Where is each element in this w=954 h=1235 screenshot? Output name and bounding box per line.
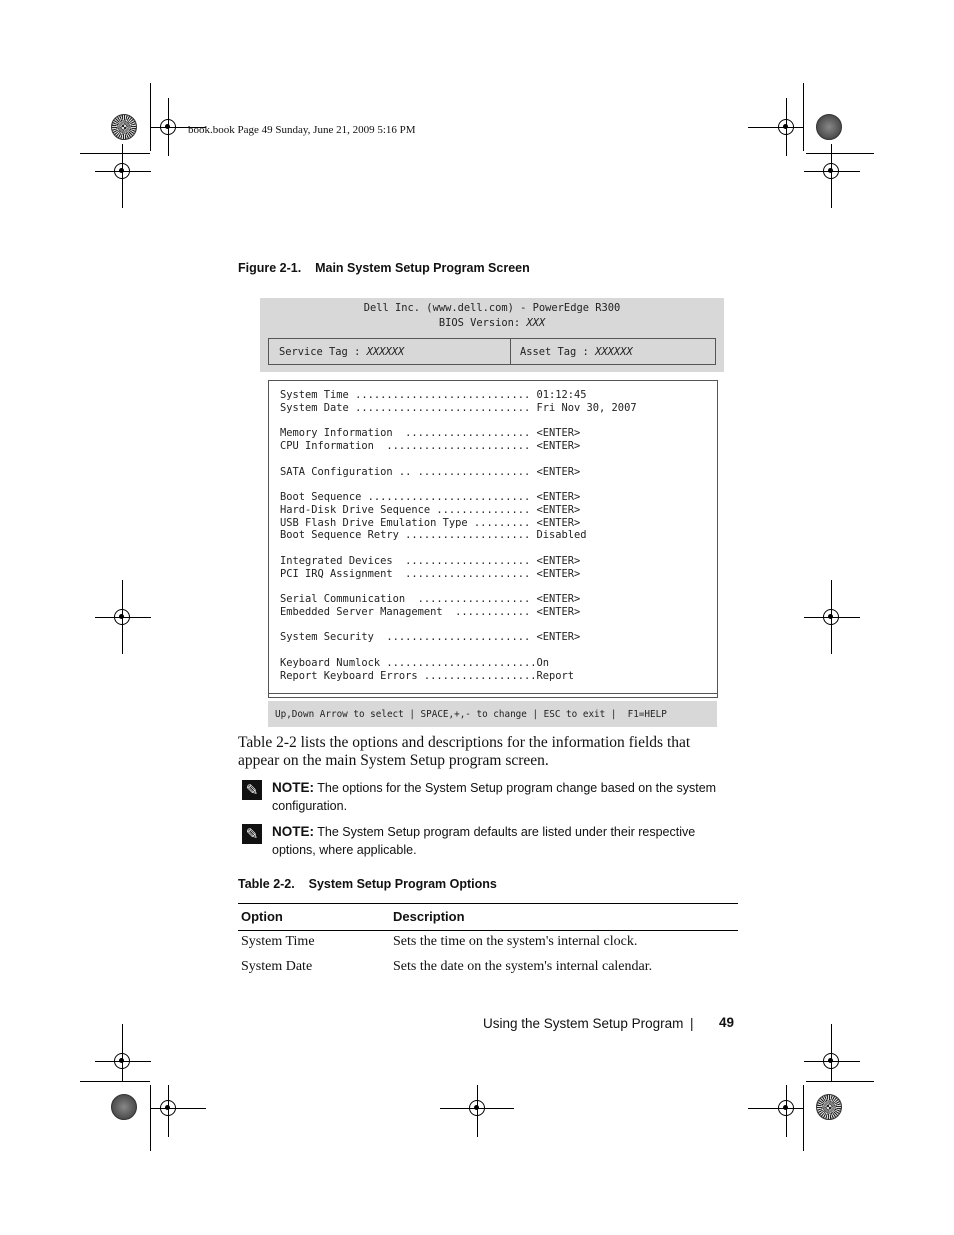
footer-separator: | — [690, 1016, 694, 1031]
table-cell-description: Sets the time on the system's internal clock. — [393, 934, 638, 949]
bios-option-line: Memory Information .................... <ENTER> — [280, 427, 581, 440]
color-target-icon — [111, 1094, 137, 1120]
bios-help-bar — [268, 701, 717, 727]
bios-blank-line — [280, 415, 637, 428]
note-2-text: The System Setup program defaults are listed under their respective options, where applicable. — [272, 825, 696, 857]
note-pencil-icon: ✎ — [242, 780, 262, 800]
table-row — [238, 956, 738, 981]
note-1-label: NOTE: — [272, 780, 314, 795]
registration-mark-icon — [778, 119, 794, 135]
bios-blank-line — [280, 619, 637, 632]
bios-option-line: System Date ............................ Fri Nov 30, 2007 — [280, 401, 637, 414]
header-option: Option — [241, 909, 283, 924]
figure-caption: Figure 2-1. Main System Setup Program Screen — [238, 261, 530, 275]
service-tag — [279, 346, 404, 358]
bios-option-line: System Time ............................ 01:12:45 — [280, 389, 587, 401]
bios-tag-box — [268, 338, 716, 365]
bios-blank-line — [280, 453, 637, 466]
registration-mark-icon — [778, 1100, 794, 1116]
note-1 — [272, 779, 732, 815]
options-table — [238, 903, 738, 981]
bios-option-list — [280, 389, 637, 682]
asset-tag — [520, 346, 633, 358]
bios-option-line: SATA Configuration .. .................. <ENTER> — [280, 465, 581, 478]
bios-blank-line — [280, 478, 637, 491]
registration-mark-icon — [114, 609, 130, 625]
bios-option-line: Boot Sequence .......................... <ENTER> — [280, 491, 581, 503]
asset-tag-label: Asset Tag : — [520, 346, 596, 358]
note-pencil-icon: ✎ — [242, 824, 262, 844]
bios-blank-line — [280, 542, 637, 555]
bios-option-line: Serial Communication .................. <ENTER> — [280, 593, 581, 605]
header-description: Description — [393, 909, 465, 924]
note-2 — [272, 823, 732, 859]
print-header: book.book Page 49 Sunday, June 21, 2009 5:16 PM — [188, 124, 416, 136]
registration-mark-icon — [114, 1053, 130, 1069]
registration-mark-icon — [160, 119, 176, 135]
bios-options-panel — [268, 380, 718, 698]
asset-tag-value: XXXXXX — [595, 346, 633, 358]
table-cell-option: System Date — [241, 959, 313, 974]
table-header-row — [238, 904, 738, 930]
page-number: 49 — [719, 1015, 735, 1030]
bios-option-line: Keyboard Numlock ........................On — [280, 656, 549, 669]
bios-header-panel — [260, 298, 724, 372]
footer-section-title: Using the System Setup Program — [483, 1016, 684, 1031]
table-cell-option: System Time — [241, 934, 315, 949]
bios-option-line: Integrated Devices .................... <ENTER> — [280, 554, 581, 567]
color-target-icon — [816, 1094, 842, 1120]
bios-option-line: System Security ....................... <ENTER> — [280, 631, 581, 644]
note-2-label: NOTE: — [272, 824, 314, 839]
table-caption: Table 2-2. System Setup Program Options — [238, 877, 497, 891]
service-tag-label: Service Tag : — [279, 346, 367, 358]
registration-mark-icon — [823, 609, 839, 625]
bios-option-line: CPU Information ....................... <ENTER> — [280, 440, 581, 452]
bios-help-text: Up,Down Arrow to select | SPACE,+,- to change | ESC to exit | F1=HELP — [275, 709, 667, 720]
registration-mark-icon — [823, 1053, 839, 1069]
color-target-icon — [111, 114, 137, 140]
table-cell-description: Sets the date on the system's internal calendar. — [393, 959, 653, 974]
bios-option-line: USB Flash Drive Emulation Type ......... <ENTER> — [280, 516, 581, 529]
service-tag-value: XXXXXX — [366, 346, 405, 358]
bios-option-line: Embedded Server Management ............ <ENTER> — [280, 605, 581, 618]
bios-version-label: BIOS Version: — [438, 317, 527, 329]
registration-mark-icon — [160, 1100, 176, 1116]
registration-mark-icon — [823, 163, 839, 179]
bios-blank-line — [280, 644, 637, 657]
bios-version — [260, 317, 724, 329]
bios-option-line: Boot Sequence Retry .................... Disabled — [280, 529, 587, 542]
bios-blank-line — [280, 580, 637, 593]
bios-title: Dell Inc. (www.dell.com) - PowerEdge R300 — [363, 302, 621, 314]
note-1-text: The options for the System Setup program change based on the system configuration. — [272, 781, 717, 813]
body-paragraph: Table 2-2 lists the options and descriptions for the information fields that appear on the main System Setup program screen. — [238, 734, 691, 769]
bios-option-line: Hard-Disk Drive Sequence ............... <ENTER> — [280, 503, 581, 516]
bios-version-value: XXX — [526, 317, 546, 329]
table-row — [238, 931, 738, 956]
bios-option-line: PCI IRQ Assignment .................... <ENTER> — [280, 567, 581, 580]
registration-mark-icon — [469, 1100, 485, 1116]
color-target-icon — [816, 114, 842, 140]
bios-option-line: Report Keyboard Errors ..................Report — [280, 669, 575, 682]
registration-mark-icon — [114, 163, 130, 179]
